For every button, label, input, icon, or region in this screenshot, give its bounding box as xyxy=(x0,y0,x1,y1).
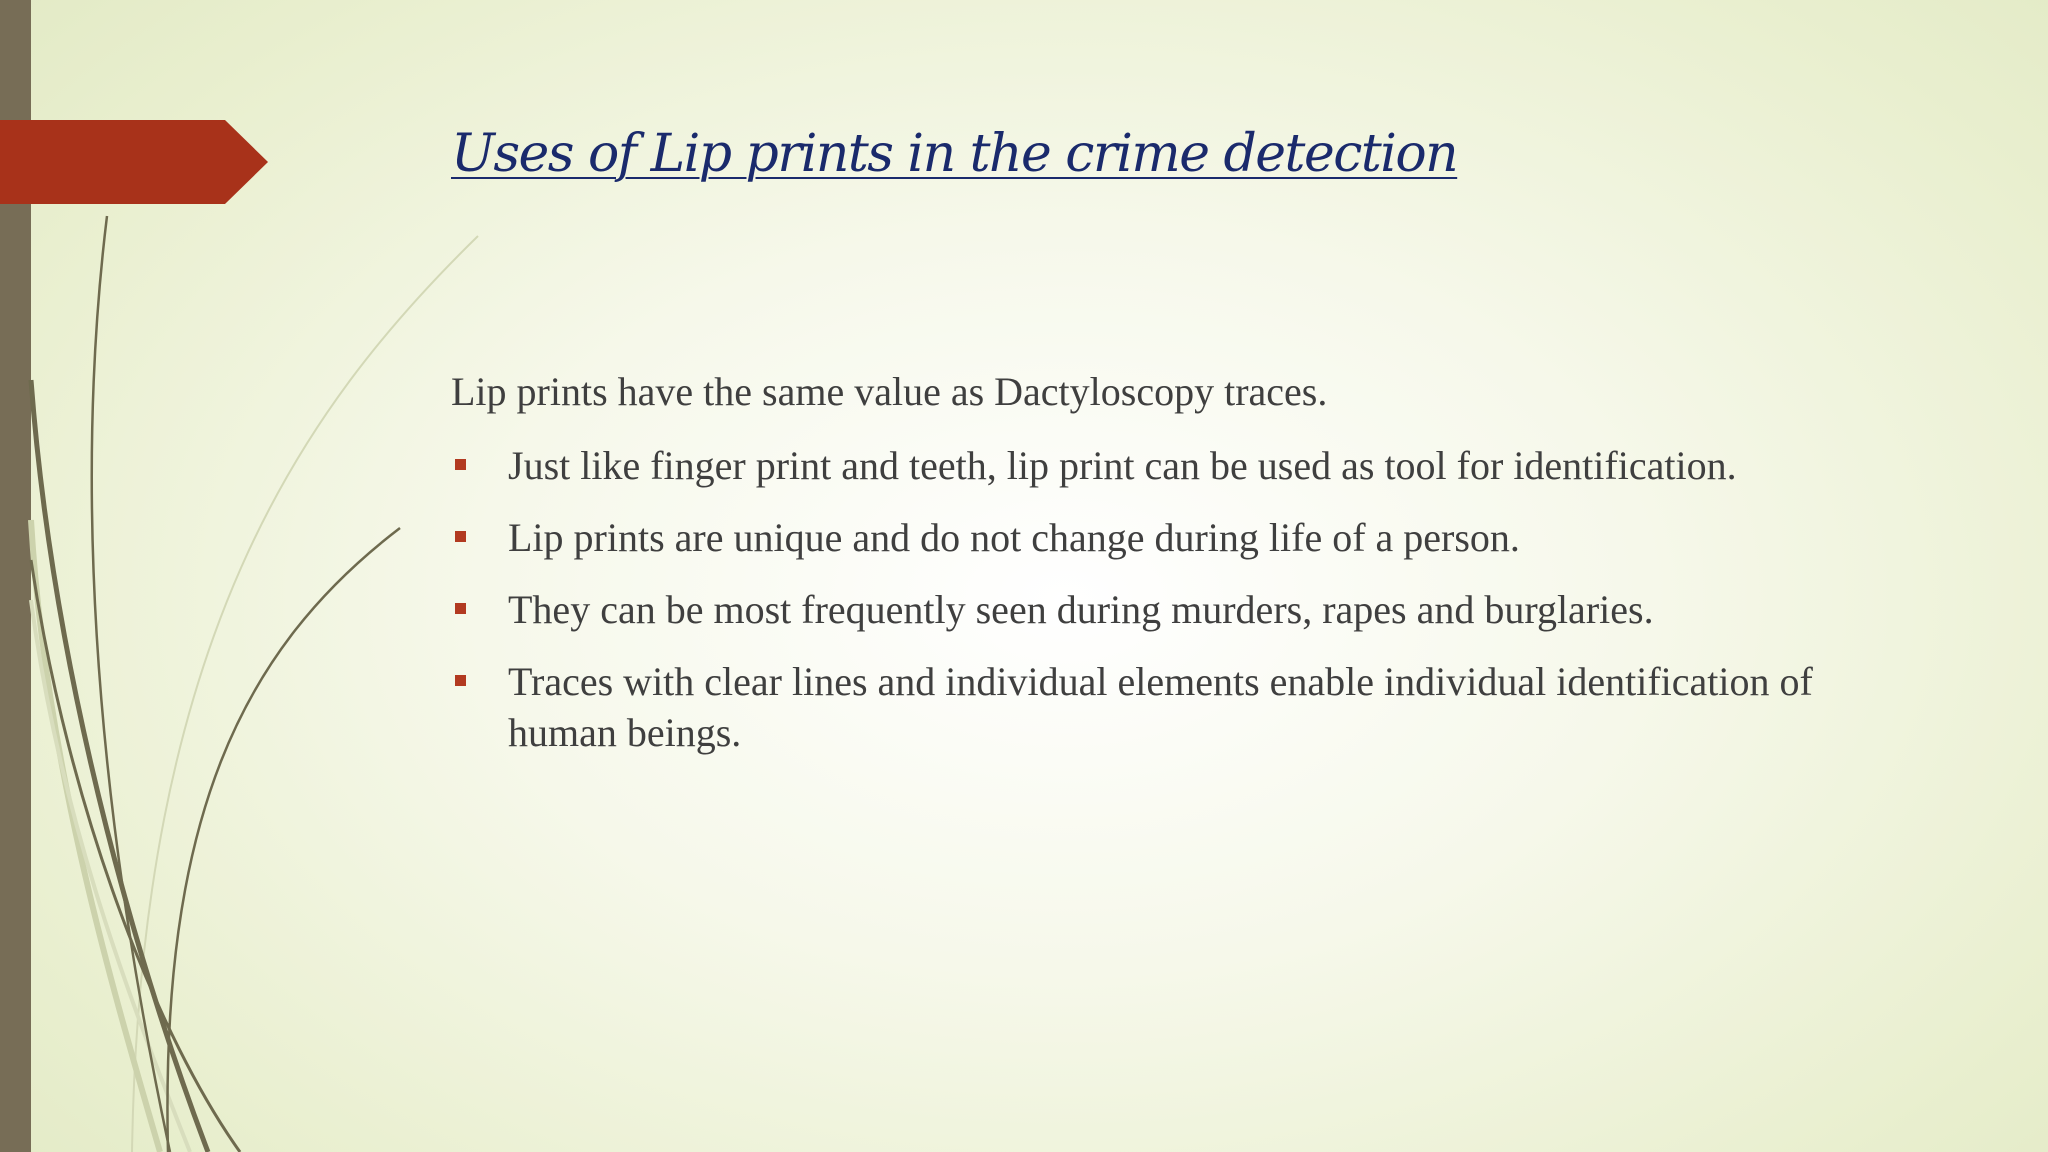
bullet-text: Just like finger print and teeth, lip print can be used as tool for identification. xyxy=(508,443,1737,488)
square-bullet-icon xyxy=(455,531,466,542)
swoosh-dark-2 xyxy=(167,528,400,1152)
bullet-item xyxy=(451,584,1931,635)
bullet-text: They can be most frequently seen during murders, rapes and burglaries. xyxy=(508,587,1654,632)
swoosh-dark-3 xyxy=(31,380,208,1152)
bullet-text: Lip prints are unique and do not change during life of a person. xyxy=(508,515,1520,560)
square-bullet-icon xyxy=(455,459,466,470)
title-arrow-banner xyxy=(0,120,268,204)
square-bullet-icon xyxy=(455,603,466,614)
bullet-list xyxy=(451,440,1931,779)
bullet-item xyxy=(451,512,1931,563)
square-bullet-icon xyxy=(455,675,466,686)
bullet-item xyxy=(451,440,1931,491)
intro-text: Lip prints have the same value as Dactyloscopy traces. xyxy=(451,369,1328,414)
bullet-item xyxy=(451,656,1931,758)
bullet-text: Traces with clear lines and individual elements enable individual identification of human beings. xyxy=(508,659,1813,755)
slide-title: Uses of Lip prints in the crime detection xyxy=(451,124,1458,184)
swoosh-light-1 xyxy=(132,236,478,1152)
